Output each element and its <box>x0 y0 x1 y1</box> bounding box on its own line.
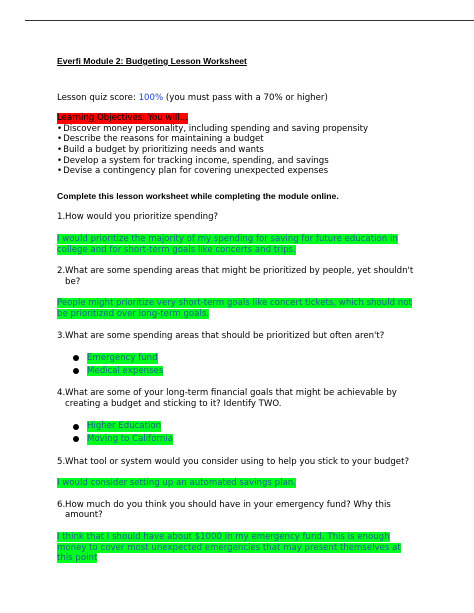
answer-list-item <box>73 420 417 433</box>
answer-item-text: Medical expenses <box>87 365 164 376</box>
question-number: 5. <box>57 456 66 467</box>
document-title: Everfi Module 2: Budgeting Lesson Worksheet <box>57 56 247 66</box>
answer-list-item <box>73 352 417 365</box>
question-text: What are some spending areas that should be prioritized but often aren't? <box>65 330 385 341</box>
quiz-score-label: Lesson quiz score: <box>57 92 136 103</box>
instruction-text: Complete this lesson worksheet while completing the module online. <box>57 190 339 201</box>
question-4 <box>57 388 417 409</box>
question-number: 1. <box>57 212 66 223</box>
answer-1 <box>57 234 417 255</box>
answer-6 <box>57 532 417 564</box>
question-number: 6. <box>57 499 66 510</box>
answer-item-text: Higher Education <box>87 421 162 432</box>
objective-item: • Discover money personality, including spending and saving propensity <box>57 124 417 135</box>
question-number: 4. <box>57 388 66 399</box>
quiz-score-note: (you must pass with a 70% or higher) <box>165 92 328 103</box>
question-text: What tool or system would you consider using to help you stick to your budget? <box>65 456 410 467</box>
answer-text: I would consider setting up an automated savings plan. <box>57 478 296 489</box>
question-text: How much do you think you should have in your emergency fund? Why this amount? <box>65 499 391 521</box>
question-text: What are some spending areas that might be prioritized by people, yet shouldn't be? <box>65 266 414 287</box>
bullet-dot-icon <box>73 355 79 361</box>
answer-text: I think that I should have about $1000 in my emergency fund. This is enough money to cover most unexpected emergencies that may present themselves at this point <box>57 532 401 564</box>
question-text: How would you prioritize spending? <box>65 212 219 223</box>
objective-item: • Build a budget by prioritizing needs and wants <box>57 145 417 156</box>
bullet-dot-icon <box>73 436 79 442</box>
bullet-dot-icon <box>73 424 79 430</box>
answer-text: People might prioritize very short-term goals like concert tickets, which should not be prioritized over long-term goals. <box>57 298 412 319</box>
answer-item-text: Moving to California <box>87 434 173 445</box>
objectives-heading: Learning Objectives: You will... <box>57 113 188 124</box>
question-2 <box>57 266 417 287</box>
answer-2 <box>57 298 417 319</box>
question-6 <box>57 500 417 521</box>
objective-item: • Describe the reasons for maintaining a budget <box>57 134 417 145</box>
header-rule <box>25 20 474 21</box>
question-5 <box>57 457 417 468</box>
answer-list-item <box>73 433 417 446</box>
question-3 <box>57 331 417 342</box>
worksheet-page <box>57 56 417 564</box>
bullet-dot-icon <box>73 368 79 374</box>
question-text: What are some of your long-term financial goals that might be achievable by creating a budget and sticking to it? Identify TWO. <box>65 388 397 409</box>
answer-4-list <box>57 420 417 445</box>
objective-item: • Devise a contingency plan for covering unexpected expenses <box>57 166 417 177</box>
answer-list-item <box>73 365 417 378</box>
answer-5 <box>57 478 417 489</box>
objective-item: • Develop a system for tracking income, spending, and savings <box>57 156 417 167</box>
answer-3-list <box>57 352 417 377</box>
question-1 <box>57 212 417 223</box>
question-number: 2. <box>57 266 66 277</box>
quiz-score-value: 100% <box>138 92 164 103</box>
objectives-list <box>57 124 417 177</box>
quiz-score-line <box>57 93 417 104</box>
answer-item-text: Emergency fund <box>87 353 158 364</box>
question-number: 3. <box>57 330 66 341</box>
answer-text: I would prioritize the majority of my spending for saving for future education in college and for short-term goals like concerts and trips. <box>57 233 398 255</box>
